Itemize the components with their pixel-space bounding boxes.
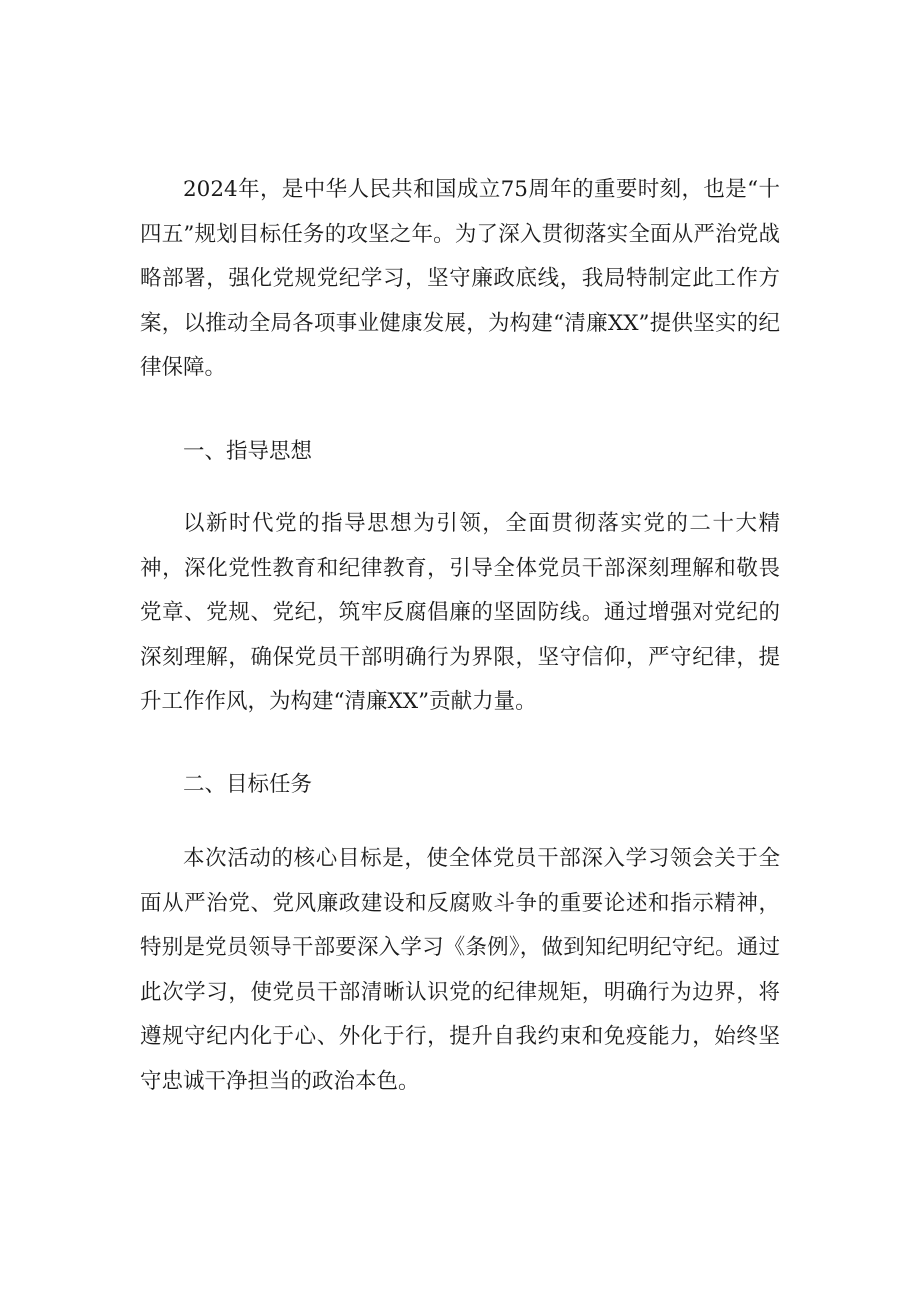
intro-paragraph: 2024年，是中华人民共和国成立75周年的重要时刻，也是“十四五”规划目标任务的攻坚之年。为了深入贯彻落实全面从严治党战略部署，强化党规党纪学习，坚守廉政底线，我局特制定此工作方案，以推动全局各项事业健康发展，为构建“清廉XX”提供坚实的纪律保障。 xyxy=(140,177,780,380)
spacer xyxy=(140,725,780,763)
section-paragraph-guiding-ideology: 以新时代党的指导思想为引领，全面贯彻落实党的二十大精神，深化党性教育和纪律教育，引导全体党员干部深刻理解和敬畏党章、党规、党纪，筑牢反腐倡廉的坚固防线。通过增强对党纪的深刻理解，确保党员干部明确行为界限，坚守信仰，严守纪律，提升工作作风，为构建“清廉XX”贡献力量。 xyxy=(140,511,780,714)
document-body xyxy=(140,168,780,1104)
section-heading-objectives: 二、目标任务 xyxy=(183,771,313,797)
section-heading-guiding-ideology: 一、指导思想 xyxy=(183,438,313,464)
spacer xyxy=(140,474,780,502)
section-paragraph-objectives: 本次活动的核心目标是，使全体党员干部深入学习领会关于全面从严治党、党风廉政建设和反腐败斗争的重要论述和指示精神，特别是党员领导干部要深入学习《条例》，做到知纪明纪守纪。通过此次学习，使党员干部清晰认识党的纪律规矩，明确行为边界，将遵规守纪内化于心、外化于行，提升自我约束和免疫能力，始终坚守忠诚干净担当的政治本色。 xyxy=(140,846,780,1094)
spacer xyxy=(140,391,780,430)
spacer xyxy=(140,807,780,837)
